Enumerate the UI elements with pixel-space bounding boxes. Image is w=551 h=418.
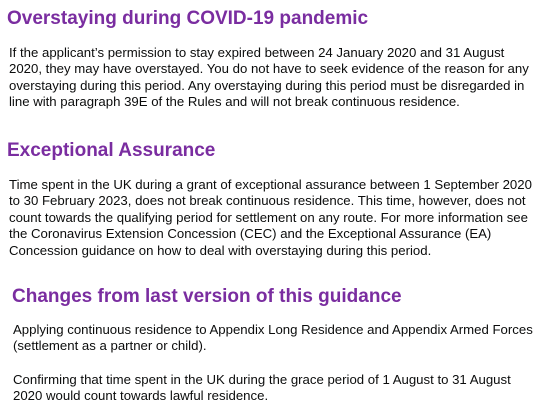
- paragraph-exceptional-assurance: Time spent in the UK during a grant of exceptional assurance between 1 September 2020 to 30 February 2023, does not break continuous residence. This time, however, does not count towards the qualifying period for settlement on any route. For more information see the Coronavirus Extension Concession (CEC) and the Exceptional Assurance (EA) Concession guidance on how to deal with overstaying during this period.: [9, 177, 532, 258]
- paragraph-changes-appendix: Applying continuous residence to Appendix Long Residence and Appendix Armed Forces (settlement as a partner or child).: [13, 322, 533, 354]
- heading-overstaying-covid: Overstaying during COVID-19 pandemic: [7, 8, 369, 29]
- heading-changes-from-last-version: Changes from last version of this guidance: [12, 286, 402, 307]
- heading-exceptional-assurance: Exceptional Assurance: [7, 140, 216, 161]
- paragraph-changes-grace-period: Confirming that time spent in the UK during the grace period of 1 August to 31 August 2020 would count towards lawful residence.: [13, 372, 511, 404]
- paragraph-overstaying-covid: If the applicant’s permission to stay expired between 24 January 2020 and 31 August 2020, they may have overstayed. You do not have to seek evidence of the reason for any overstaying during this period. Any overstaying during this period must be disregarded in line with paragraph 39E of the Rules and will not break continuous residence.: [9, 45, 529, 110]
